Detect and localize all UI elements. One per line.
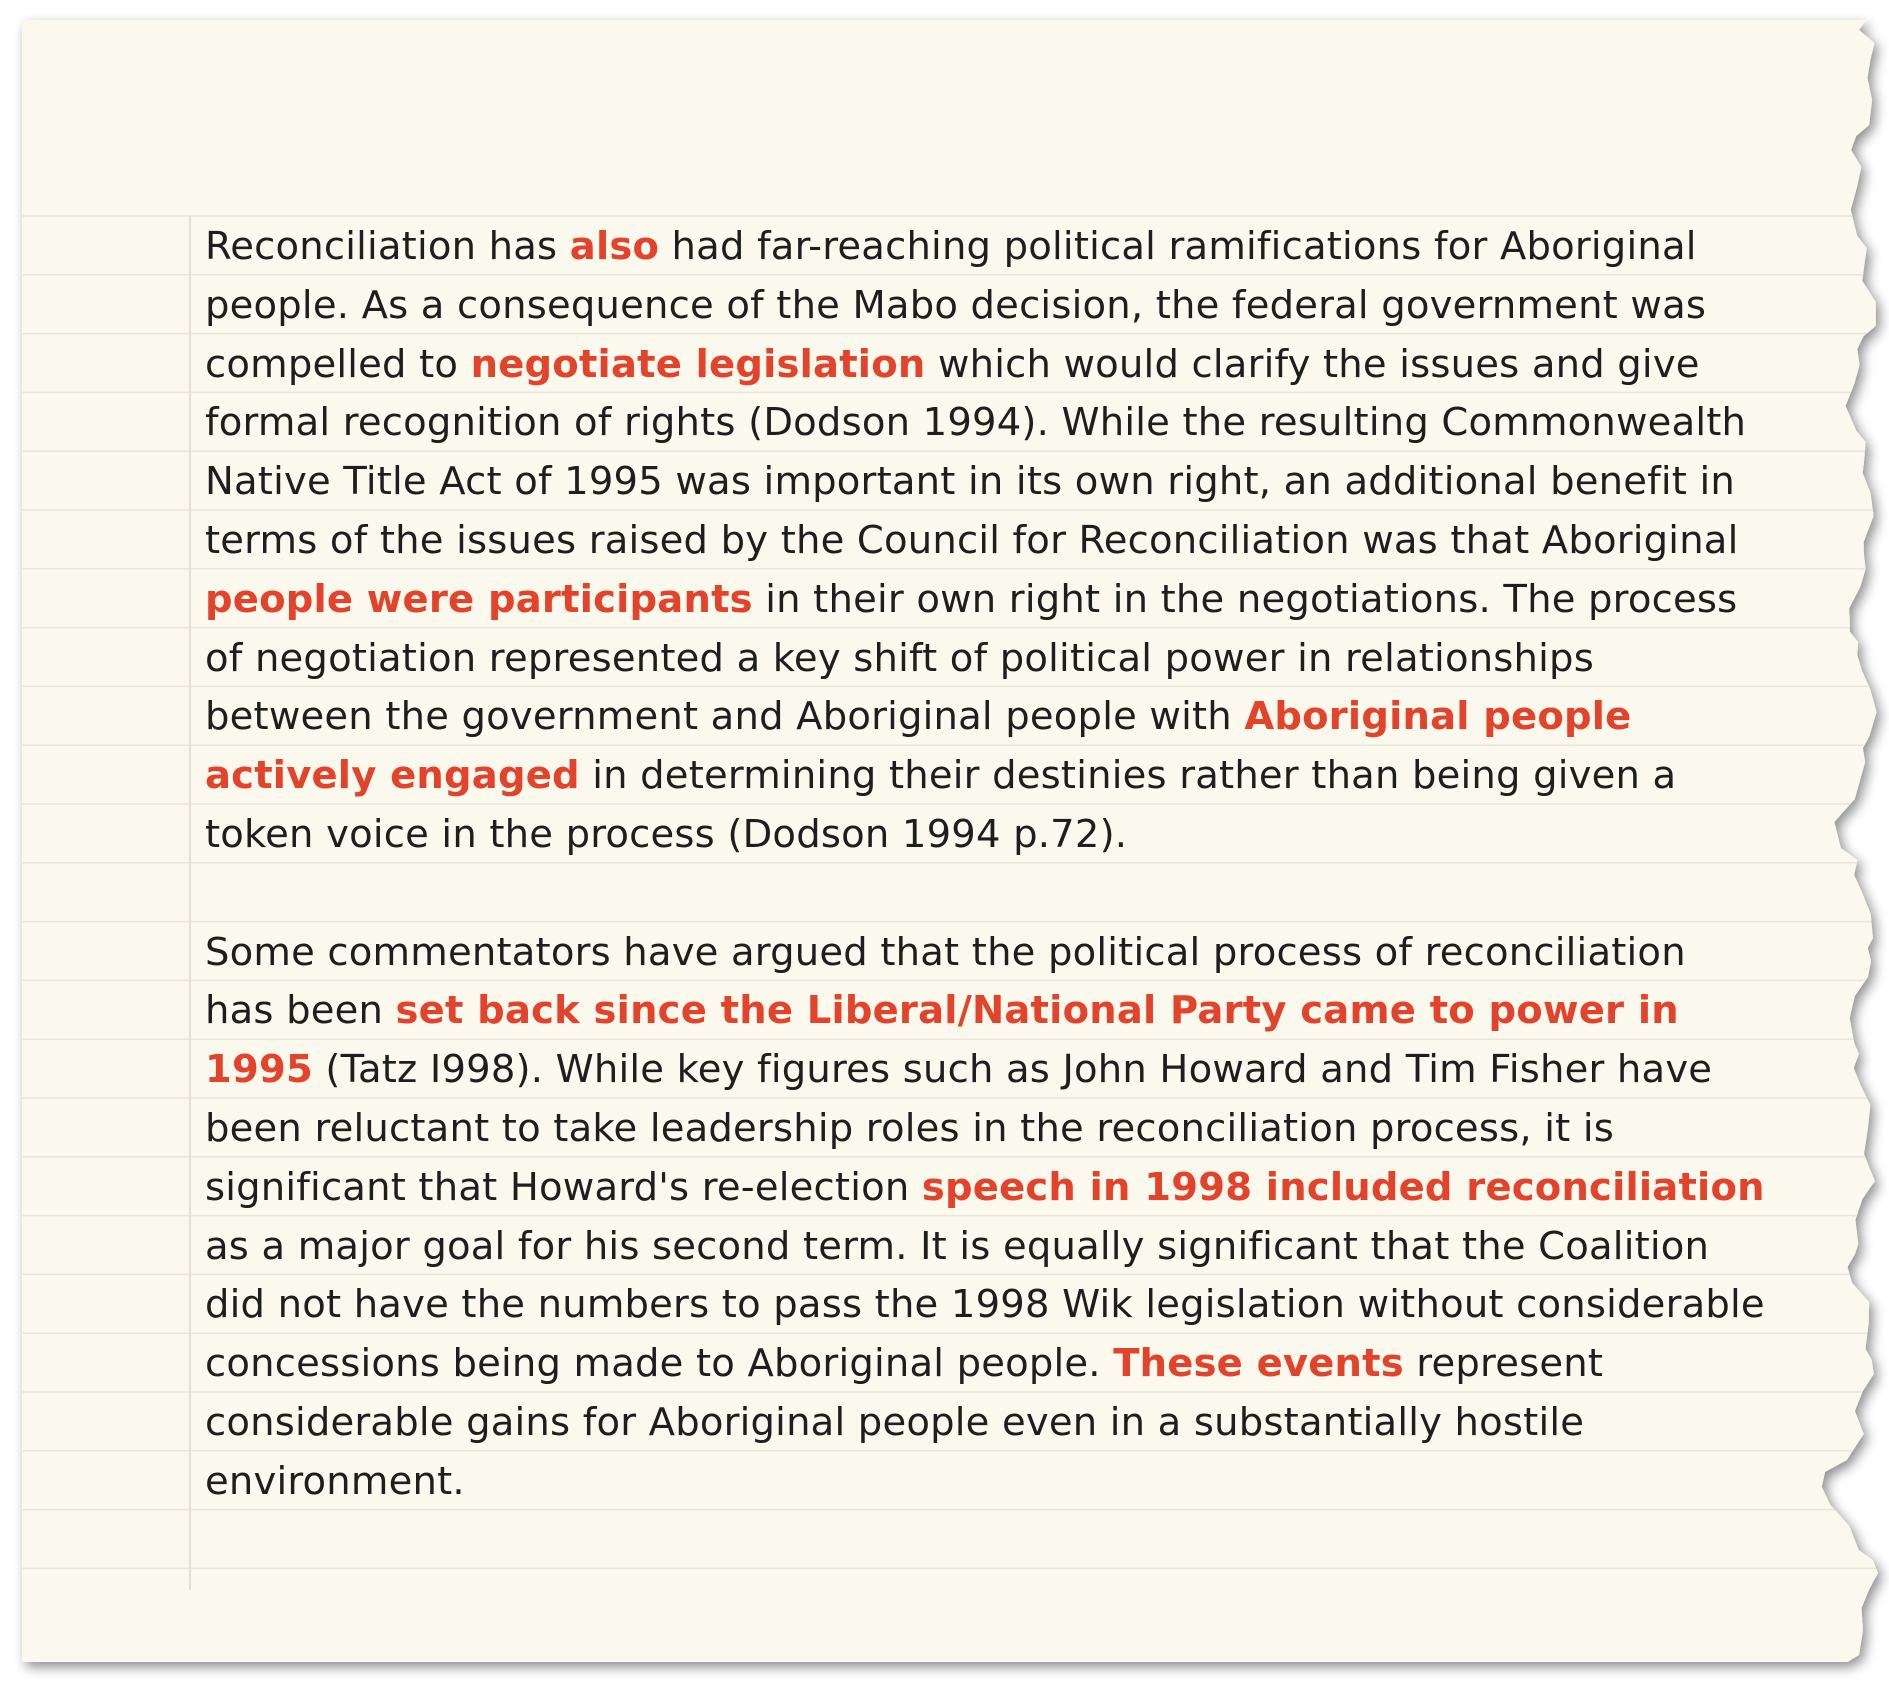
text-segment: represent considerable gains for Aboriginal people even in a substantially hostile environment. — [205, 1341, 1604, 1504]
text-segment: had far-reaching political ramifications for Aboriginal people. As a consequence of the Mabo decision, the federal government was compelled to — [205, 224, 1707, 387]
paragraph-2 — [205, 924, 1765, 1512]
highlighted-phrase: also — [569, 224, 660, 269]
text-segment: in their own right in the negotiations. The process of negotiation represented a key shift of political power in relationships between the government and Aboriginal people with — [205, 576, 1738, 740]
text-segment: as a major goal for his second term. It is equally significant that the Coalition did not have the numbers to pass the 1998 Wik legislation without considerable concessions being made to Aboriginal people. — [205, 1223, 1765, 1387]
text-segment: which would clarify the issues and give formal recognition of rights (Dodson 1994). While the resulting Commonwealth Native Title Act of 1995 was important in its own right, an additional benefit in terms of the issues raised by the Council for Reconciliation was that Aboriginal — [205, 341, 1747, 563]
text-segment: in determining their destinies rather than being given a token voice in the process (Dodson 1994 p.72). — [205, 753, 1677, 857]
highlighted-phrase: speech in 1998 included reconciliation — [921, 1164, 1765, 1210]
highlighted-phrase: set back since the Liberal/National Party came to power in 1995 — [205, 988, 1679, 1093]
text-segment: (Tatz I998). While key figures such as John Howard and Tim Fisher have been reluctant to take leadership roles in the reconciliation process, it is significant that Howard's re-election — [205, 1047, 1713, 1210]
highlighted-phrase: negotiate legislation — [470, 341, 926, 387]
text-segment: Some commentators have argued that the political process of reconciliation has been — [205, 929, 1686, 1034]
text-segment: Reconciliation has — [205, 224, 570, 269]
essay-text — [205, 218, 1765, 1570]
highlighted-phrase: people were participants — [205, 576, 753, 622]
highlighted-phrase: Aboriginal people actively engaged — [205, 694, 1632, 799]
highlighted-phrase: These events — [1113, 1341, 1404, 1387]
paragraph-1 — [205, 218, 1765, 865]
